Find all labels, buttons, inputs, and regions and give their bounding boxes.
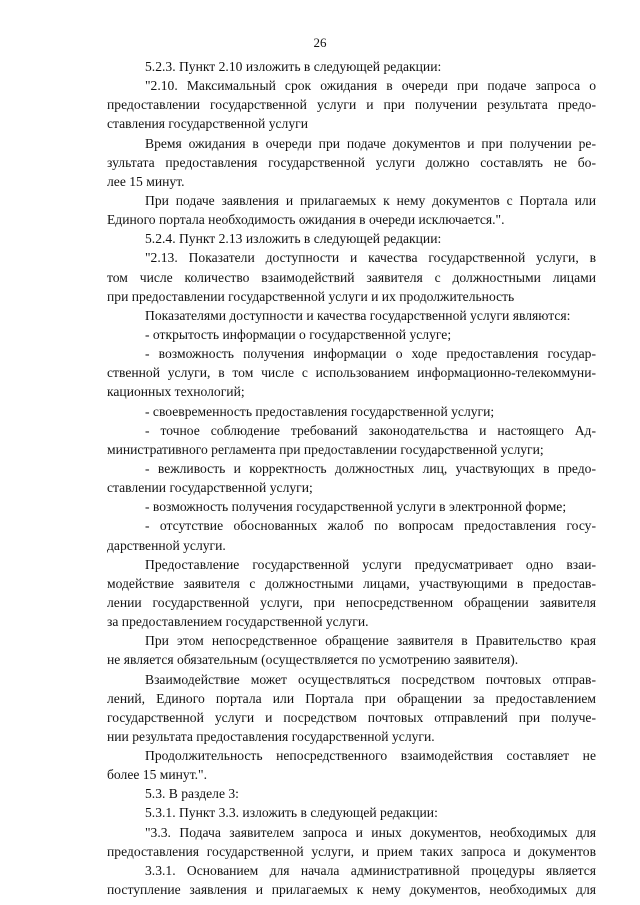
- text-line: 5.2.4. Пункт 2.13 изложить в следующей редакции:: [145, 231, 442, 247]
- text-line: Время ожидания в очереди при подаче документов и при получении ре-: [145, 135, 596, 151]
- text-line: Продолжительность непосредственного взаимодействия составляет не: [145, 748, 596, 764]
- text-line: при предоставлении государственной услуги и их продолжительность: [107, 288, 515, 304]
- text-line: 5.3.1. Пункт 3.3. изложить в следующей редакции:: [145, 805, 438, 821]
- text-line: 5.3. В разделе 3:: [145, 786, 239, 802]
- text-line: более 15 минут.".: [107, 767, 207, 783]
- text-line: - своевременность предоставления государственной услуги;: [145, 403, 495, 419]
- text-line: - возможность получения государственной услуги в электронной форме;: [145, 499, 567, 515]
- text-line: "2.13. Показатели доступности и качества государственной услуги, в: [145, 250, 596, 266]
- text-line: Единого портала необходимость ожидания в очереди исключается.".: [107, 212, 505, 228]
- text-line: не является обязательным (осуществляется по усмотрению заявителя).: [107, 652, 519, 668]
- text-line: Показателями доступности и качества государственной услуги являются:: [145, 307, 571, 323]
- text-line: "2.10. Максимальный срок ожидания в очереди при подаче запроса о: [145, 78, 596, 94]
- text-line: ставления государственной услуги: [107, 116, 308, 132]
- text-line: министративного регламента при предоставлении государственной услуги;: [107, 441, 544, 457]
- text-line: за предоставлением государственной услуги.: [107, 614, 369, 630]
- text-line: дарственной услуги.: [107, 537, 226, 553]
- text-line: лений, Единого портала или Портала при обращении за предоставлением: [107, 690, 596, 706]
- text-line: - точное соблюдение требований законодательства и настоящего Ад-: [145, 422, 596, 438]
- page-number: 26: [313, 35, 327, 50]
- text-line: При этом непосредственное обращение заявителя в Правительство края: [145, 633, 596, 649]
- text-line: При подаче заявления и прилагаемых к нему документов с Портала или: [145, 192, 596, 208]
- text-line: поступление заявления и прилагаемых к нему документов, необходимых для: [107, 882, 596, 898]
- text-line: предоставлении государственной услуги и при получении результата предо-: [107, 97, 596, 113]
- document-body: [107, 57, 596, 899]
- text-line: 5.2.3. Пункт 2.10 изложить в следующей редакции:: [145, 59, 442, 74]
- text-line: государственной услуги и посредством почтовых отправлений при получе-: [107, 709, 596, 725]
- text-line: ставлении государственной услуги;: [107, 480, 313, 496]
- text-line: модействие заявителя с должностными лицами, участвующими в предостав-: [107, 575, 596, 591]
- text-line: зультата предоставления государственной услуги должно составлять не бо-: [107, 154, 596, 170]
- text-line: 3.3.1. Основанием для начала административной процедуры является: [145, 862, 596, 878]
- text-line: Взаимодействие может осуществляться посредством почтовых отправ-: [145, 671, 596, 687]
- text-line: - вежливость и корректность должностных лиц, участвующих в предо-: [145, 460, 596, 476]
- text-line: нии результата предоставления государственной услуги.: [107, 728, 435, 744]
- text-line: том числе количество взаимодействий заявителя с должностными лицами: [107, 269, 596, 285]
- text-line: - открытость информации о государственной услуге;: [145, 326, 452, 342]
- text-line: Предоставление государственной услуги предусматривает одно взаи-: [145, 556, 596, 572]
- text-line: "3.3. Подача заявителем запроса и иных документов, необходимых для: [145, 824, 596, 840]
- text-line: лее 15 минут.: [107, 173, 185, 189]
- text-line: - отсутствие обоснованных жалоб по вопросам предоставления госу-: [145, 518, 596, 534]
- text-line: кационных технологий;: [107, 384, 245, 400]
- text-line: - возможность получения информации о ходе предоставления государ-: [145, 346, 596, 362]
- text-line: ственной услуги, в том числе с использованием информационно-телекоммуни-: [107, 365, 596, 381]
- text-line: лении государственной услуги, при непосредственном обращении заявителя: [107, 594, 596, 610]
- text-line: предоставления государственной услуги, и прием таких запроса и документов: [107, 843, 596, 859]
